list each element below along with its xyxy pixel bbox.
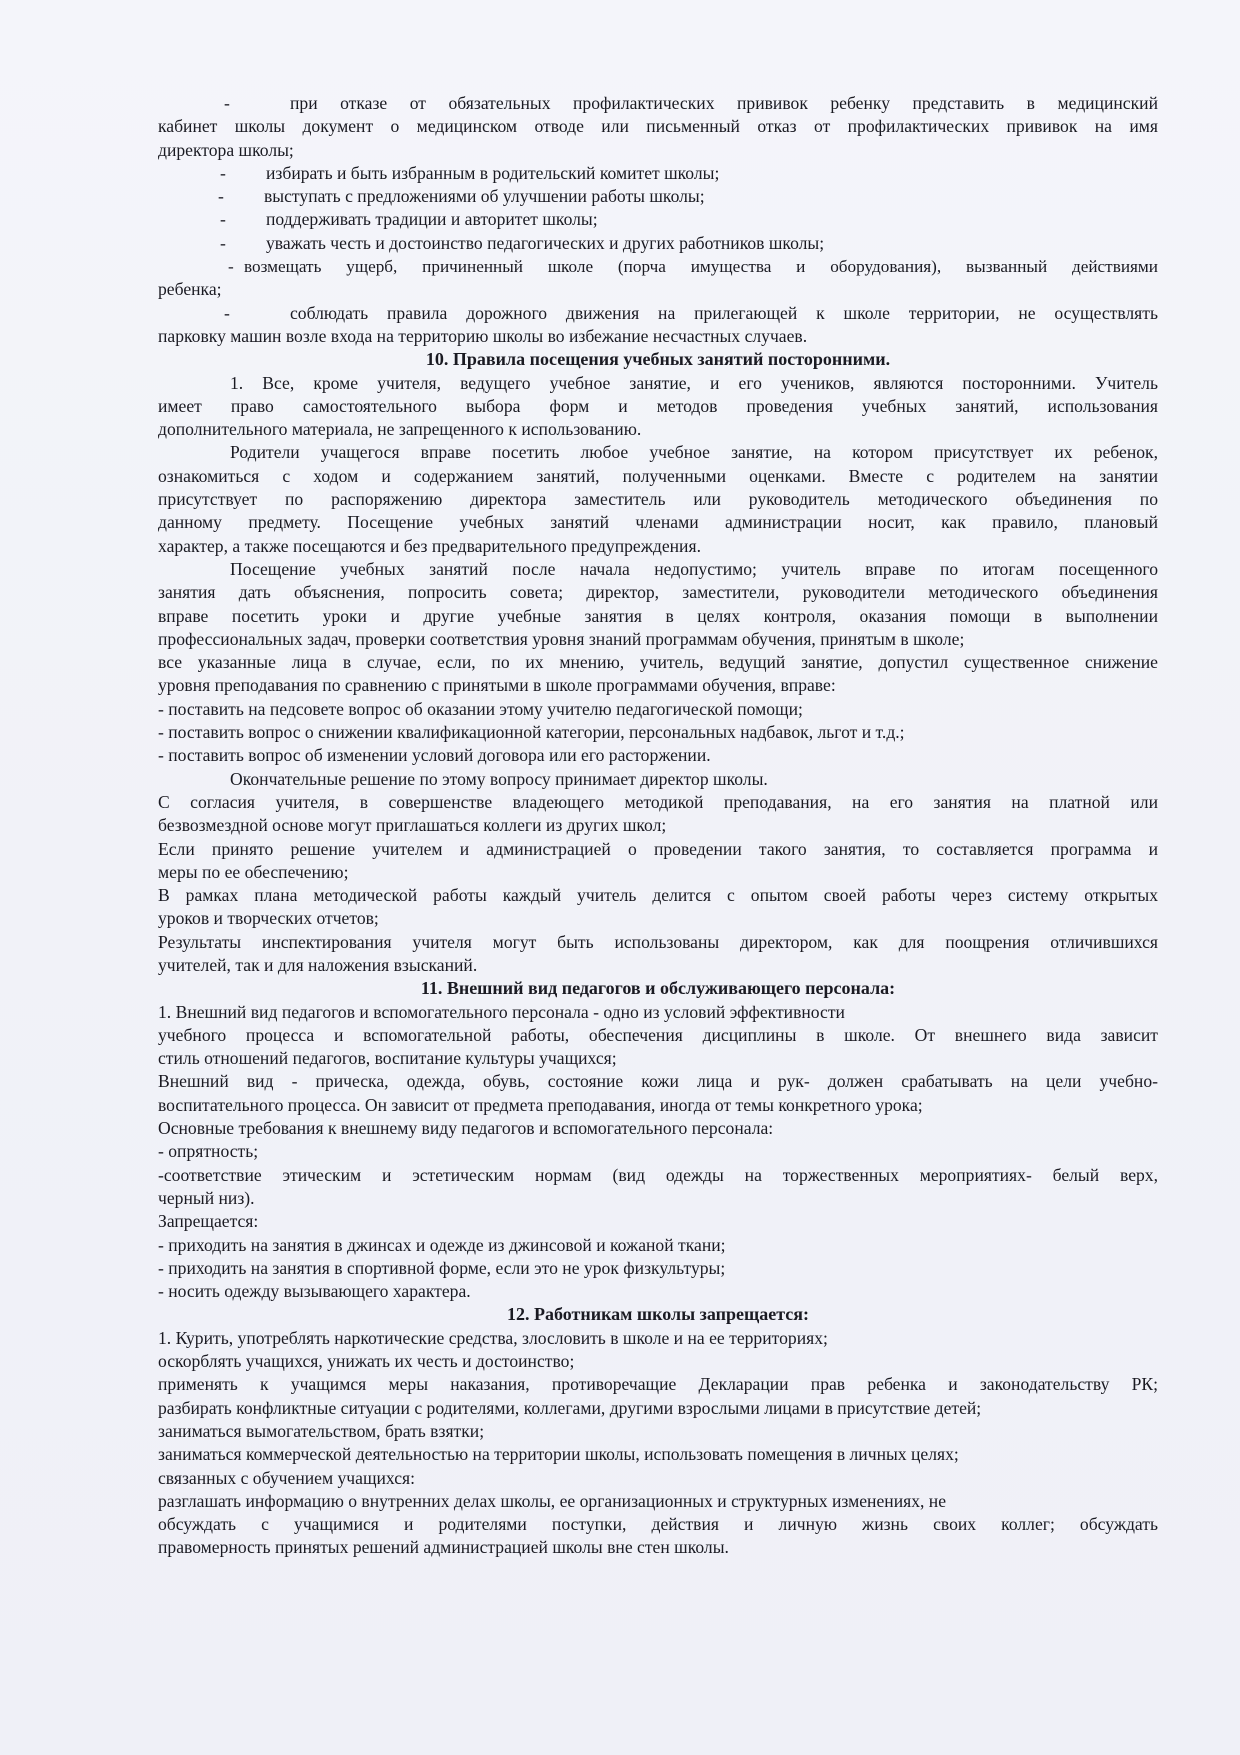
section-10-heading: 10. Правила посещения учебных занятий посторонними.	[425, 349, 891, 370]
bullet-dash: -	[228, 257, 234, 277]
section-11-heading: 11. Внешний вид педагогов и обслуживающего персонала:	[420, 978, 896, 999]
paragraph-line: С согласия учителя, в совершенстве владеющего методикой преподавания, на его занятия на платной или	[158, 791, 1158, 812]
bullet-item: - выступать с предложениями об улучшении работы школы;	[158, 185, 1158, 208]
paragraph-line: оскорблять учащихся, унижать их честь и достоинство;	[158, 1351, 575, 1372]
paragraph-line: учителей, так и для наложения взысканий.	[158, 954, 478, 975]
paragraph-line: парковку машин возле входа на территорию школы во избежание несчастных случаев.	[158, 325, 808, 346]
bullet-item: - поддерживать традиции и авторитет школы;	[158, 208, 1158, 231]
bullet-dash: -	[220, 232, 226, 253]
paragraph-line: Родители учащегося вправе посетить любое учебное занятие, на котором присутствует их ребенок,	[230, 442, 1158, 463]
paragraph-line: уровня преподавания по сравнению с принятыми в школе программами обучения, вправе:	[158, 675, 836, 696]
bullet-item: - при отказе от обязательных профилактических прививок ребенку представить в медицинский	[158, 92, 1158, 115]
list-item: - опрятность;	[158, 1141, 259, 1162]
list-item: - приходить на занятия в джинсах и одежде из джинсовой и кожаной ткани;	[158, 1234, 726, 1255]
paragraph-line: черный низ).	[158, 1187, 255, 1208]
paragraph-line: Внешний вид - прическа, одежда, обувь, состояние кожи лица и рук- должен срабатывать на цели учебно-	[158, 1071, 1158, 1092]
bullet-dash: -	[224, 93, 230, 113]
paragraph-line: безвозмездной основе могут приглашаться коллеги из других школ;	[158, 815, 667, 836]
bullet-dash: -	[220, 209, 226, 230]
paragraph-line: Основные требования к внешнему виду педагогов и вспомогательного персонала:	[158, 1118, 774, 1139]
paragraph-line: воспитательного процесса. Он зависит от предмета преподавания, иногда от темы конкретного урока;	[158, 1094, 923, 1115]
paragraph-line: заниматься вымогательством, брать взятки;	[158, 1420, 485, 1441]
bullet-dash: -	[224, 302, 230, 323]
list-item: - носить одежду вызывающего характера.	[158, 1281, 471, 1302]
paragraph-line: связанных с обучением учащихся:	[158, 1467, 415, 1488]
paragraph-line: занятия дать объяснения, попросить совета; директор, заместители, руководители методического объединения	[158, 582, 1158, 603]
paragraph-line: Посещение учебных занятий после начала недопустимо; учитель вправе по итогам посещенного	[230, 558, 1158, 579]
paragraph-line: уроков и творческих отчетов;	[158, 908, 379, 929]
paragraph-line: заниматься коммерческой деятельностью на территории школы, использовать помещения в личных целях;	[158, 1444, 959, 1465]
paragraph-line: ознакомиться с ходом и содержанием занятий, полученными оценками. Вместе с родителем на занятии	[158, 465, 1158, 486]
paragraph-line: разбирать конфликтные ситуации с родителями, коллегами, другими взрослыми лицами в присутствие детей;	[158, 1397, 982, 1418]
paragraph-line: Запрещается:	[158, 1211, 259, 1232]
paragraph-line: имеет право самостоятельного выбора форм и методов проведения учебных занятий, использования	[158, 395, 1158, 416]
paragraph-line: ребенка;	[158, 279, 222, 300]
paragraph-line: учебного процесса и вспомогательной работы, обеспечения дисциплины в школе. От внешнего вида зависит	[158, 1024, 1158, 1045]
paragraph-line: присутствует по распоряжению директора заместитель или руководитель методического объединения по	[158, 489, 1158, 510]
paragraph-line: применять к учащимся меры наказания, противоречащие Декларации прав ребенка и законодательству РК;	[158, 1374, 1158, 1395]
paragraph-line: все указанные лица в случае, если, по их мнению, учитель, ведущий занятие, допустил существенное снижение	[158, 652, 1158, 673]
paragraph-line: кабинет школы документ о медицинском отводе или письменный отказ от профилактических прививок на имя	[158, 116, 1158, 137]
list-item: - поставить на педсовете вопрос об оказании этому учителю педагогической помощи;	[158, 698, 803, 719]
list-item: - приходить на занятия в спортивной форме, если это не урок физкультуры;	[158, 1257, 726, 1278]
document-body	[158, 92, 1158, 1560]
paragraph-line: Результаты инспектирования учителя могут быть использованы директором, как для поощрения отличившихся	[158, 931, 1158, 952]
paragraph-line: меры по ее обеспечению;	[158, 861, 349, 882]
paragraph-line: дополнительного материала, не запрещенного к использованию.	[158, 419, 642, 440]
paragraph-line: обсуждать с учащимися и родителями поступки, действия и личную жизнь своих коллег; обсуждать	[158, 1514, 1158, 1535]
paragraph-line: 1. Все, кроме учителя, ведущего учебное занятие, и его учеников, являются посторонними. Учитель	[230, 372, 1158, 393]
bullet-dash: -	[218, 186, 224, 207]
list-item: - поставить вопрос о снижении квалификационной категории, персональных надбавок, льгот и т.д.;	[158, 722, 905, 743]
paragraph-line: стиль отношений педагогов, воспитание культуры учащихся;	[158, 1048, 617, 1069]
paragraph-line: Окончательные решение по этому вопросу принимает директор школы.	[230, 768, 768, 789]
paragraph-line: правомерность принятых решений администрацией школы вне стен школы.	[158, 1537, 729, 1558]
paragraph-line: разглашать информацию о внутренних делах школы, ее организационных и структурных изменениях, не	[158, 1490, 947, 1511]
list-item: - поставить вопрос об изменении условий договора или его расторжении.	[158, 745, 711, 766]
paragraph-line: 1. Внешний вид педагогов и вспомогательного персонала - одно из условий эффективности	[158, 1001, 845, 1022]
bullet-item: - уважать честь и достоинство педагогических и других работников школы;	[158, 232, 1158, 255]
paragraph-line: В рамках плана методической работы каждый учитель делится с опытом своей работы через систему открытых	[158, 885, 1158, 906]
paragraph-line: Если принято решение учителем и администрацией о проведении такого занятия, то составляется программа и	[158, 838, 1158, 859]
list-item: -соответствие этическим и эстетическим нормам (вид одежды на торжественных мероприятиях- белый верх,	[158, 1164, 1158, 1185]
bullet-dash: -	[220, 162, 226, 183]
paragraph-line: данному предмету. Посещение учебных занятий членами администрации носит, как правило, плановый	[158, 512, 1158, 533]
bullet-item: - возмещать ущерб, причиненный школе (порча имущества и оборудования), вызванный действиями	[158, 255, 1158, 278]
section-12-heading: 12. Работникам школы запрещается:	[506, 1304, 810, 1325]
paragraph-line: вправе посетить уроки и другие учебные занятия в целях контроля, оказания помощи в выполнении	[158, 605, 1158, 626]
paragraph-line: 1. Курить, употреблять наркотические средства, злословить в школе и на ее территориях;	[158, 1327, 828, 1348]
bullet-item: - соблюдать правила дорожного движения на прилегающей к школе территории, не осуществлять	[158, 302, 1158, 325]
paragraph-line: характер, а также посещаются и без предварительного предупреждения.	[158, 535, 701, 556]
bullet-item: - избирать и быть избранным в родительский комитет школы;	[158, 162, 1158, 185]
paragraph-line: профессиональных задач, проверки соответствия уровня знаний программам обучения, принятым в школе;	[158, 628, 965, 649]
paragraph-line: директора школы;	[158, 139, 294, 160]
